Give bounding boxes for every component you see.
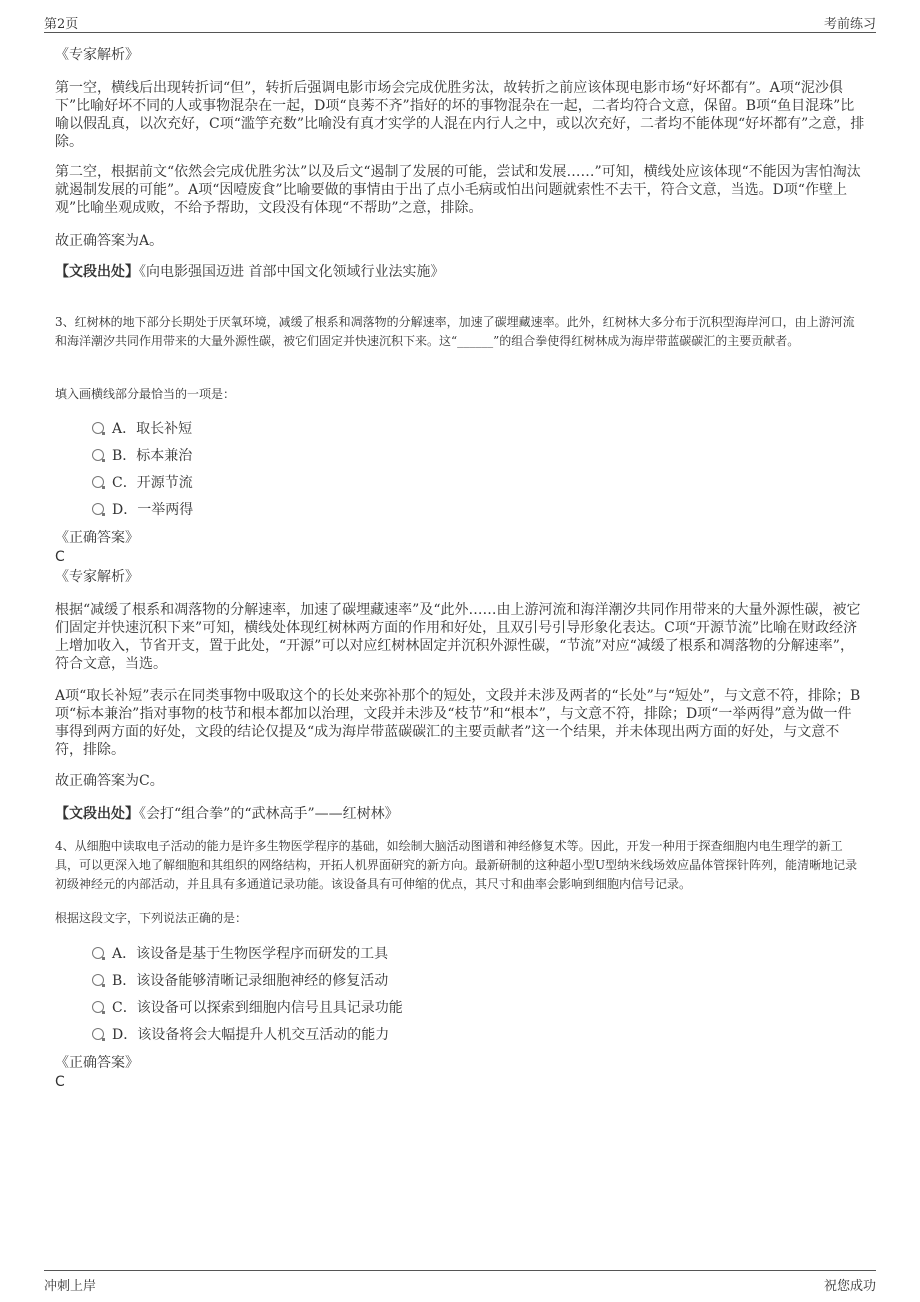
radio-icon[interactable] — [92, 503, 104, 515]
source-label: 【文段出处】 — [55, 806, 139, 822]
correct-answer-heading: 《正确答案》 — [55, 530, 139, 546]
radio-icon[interactable] — [92, 1028, 104, 1040]
source-title: 《向电影强国迈进 首部中国文化领域行业法实施》 — [139, 264, 445, 280]
source-line — [55, 263, 865, 281]
option-label: D．该设备将会大幅提升人机交互活动的能力 — [112, 1027, 390, 1043]
option-label: B．标本兼治 — [112, 448, 193, 464]
option-c[interactable] — [92, 999, 403, 1017]
option-b[interactable] — [92, 972, 388, 990]
option-label: D．一举两得 — [112, 502, 194, 518]
option-d[interactable] — [92, 501, 193, 519]
header-title: 考前练习 — [823, 17, 876, 32]
option-label: B．该设备能够清晰记录细胞神经的修复活动 — [112, 973, 389, 989]
question-prompt: 填入画横线部分最恰当的一项是： — [55, 387, 236, 401]
conclusion: 故正确答案为C。 — [55, 773, 164, 789]
page-footer — [44, 1270, 876, 1295]
correct-answer: C — [55, 549, 65, 565]
option-label: A．该设备是基于生物医学程序而研发的工具 — [112, 946, 389, 962]
analysis-paragraph: 第二空，根据前文“依然会完成优胜劣汰”以及后文“遏制了发展的可能，尝试和发展……”可知，横线处应该体现“不能因为害怕淘汰就遏制发展的可能”。A项“因噎废食”比喻要做的事情由于出了点小毛病或怕出问题就索性不去干，符合文意，当选。D项“作壁上观”比喻坐观成败，不给予帮助，文段没有体现“不帮助”之意，排除。 — [55, 164, 861, 216]
radio-icon[interactable] — [92, 449, 104, 461]
correct-answer: C — [55, 1074, 65, 1090]
footer-left-text: 冲刺上岸 — [44, 1279, 97, 1294]
page-header — [44, 10, 876, 33]
option-a[interactable] — [92, 420, 192, 438]
radio-icon[interactable] — [92, 476, 104, 488]
radio-icon[interactable] — [92, 422, 104, 434]
option-c[interactable] — [92, 474, 193, 492]
analysis-paragraph: 根据“减缓了根系和凋落物的分解速率，加速了碳埋藏速率”及“此外……由上游河流和海洋潮汐共同作用带来的大量外源性碳，被它们固定并快速沉积下来”可知，横线处体现红树林两方面的作用和好处，且双引号引导形象化表达。C项“开源节流”比喻在财政经济上增加收入，节省开支，置于此处，“开源”可以对应红树林固定并沉积外源性碳，“节流”对应“减缓了根系和凋落物的分解速率”，符合文意，当选。 — [55, 602, 861, 672]
radio-icon[interactable] — [92, 947, 104, 959]
radio-icon[interactable] — [92, 1001, 104, 1013]
question-text: 3、红树林的地下部分长期处于厌氧环境，减缓了根系和凋落物的分解速率，加速了碳埋藏速率。此外，红树林大多分布于沉积型海岸河口，由上游河流和海洋潮汐共同作用带来的大量外源性碳，被它们固定并快速沉积下来。这“______”的组合拳使得红树林成为海岸带蓝碳碳汇的主要贡献者。 — [55, 315, 855, 348]
expert-analysis-heading: 《专家解析》 — [55, 47, 139, 63]
analysis-paragraph: A项“取长补短”表示在同类事物中吸取这个的长处来弥补那个的短处，文段并未涉及两者的“长处”与“短处”，与文意不符，排除；B项“标本兼治”指对事物的枝节和根本都加以治理，文段并未涉及“枝节”和“根本”，与文意不符，排除；D项“一举两得”意为做一件事得到两方面的好处，文段的结论仅提及“成为海岸带蓝碳碳汇的主要贡献者”这一个结果，并未体现出两方面的好处，与文意不符，排除。 — [55, 688, 861, 758]
analysis-paragraph: 第一空，横线后出现转折词“但”，转折后强调电影市场会完成优胜劣汰，故转折之前应该体现电影市场“好坏都有”。A项“泥沙俱下”比喻好坏不同的人或事物混杂在一起，D项“良莠不齐”指好的坏的事物混杂在一起，二者均符合文意，保留。B项“鱼目混珠”比喻以假乱真，以次充好，C项“滥竽充数”比喻没有真才实学的人混在内行人之中，或以次充好，二者均不能体现“好坏都有”之意，排除。 — [55, 80, 865, 150]
option-label: A．取长补短 — [112, 421, 193, 437]
correct-answer-heading: 《正确答案》 — [55, 1055, 139, 1071]
expert-analysis-heading: 《专家解析》 — [55, 569, 139, 585]
radio-icon[interactable] — [92, 974, 104, 986]
option-label: C．开源节流 — [112, 475, 193, 491]
conclusion: 故正确答案为A。 — [55, 233, 164, 249]
question-prompt: 根据这段文字，下列说法正确的是： — [55, 911, 248, 925]
option-d[interactable] — [92, 1026, 389, 1044]
question-text: 4、从细胞中读取电子活动的能力是许多生物医学程序的基础，如绘制大脑活动图谱和神经修复术等。因此，开发一种用于探查细胞内电生理学的新工具，可以更深入地了解细胞和其组织的网络结构，开拓人机界面研究的新方向。最新研制的这种超小型U型纳米线场效应晶体管探针阵列，能清晰地记录初级神经元的内部活动，并且具有多通道记录功能。该设备具有可伸缩的优点，其尺寸和曲率会影响到细胞内信号记录。 — [55, 839, 858, 891]
source-label: 【文段出处】 — [55, 264, 139, 280]
option-a[interactable] — [92, 945, 388, 963]
page-number: 第2页 — [44, 17, 79, 32]
source-line — [55, 805, 865, 823]
option-b[interactable] — [92, 447, 192, 465]
option-label: C．该设备可以探索到细胞内信号且具记录功能 — [112, 1000, 403, 1016]
source-title: 《会打“组合拳”的“武林高手”——红树林》 — [139, 806, 399, 822]
footer-right-text: 祝您成功 — [823, 1279, 876, 1294]
